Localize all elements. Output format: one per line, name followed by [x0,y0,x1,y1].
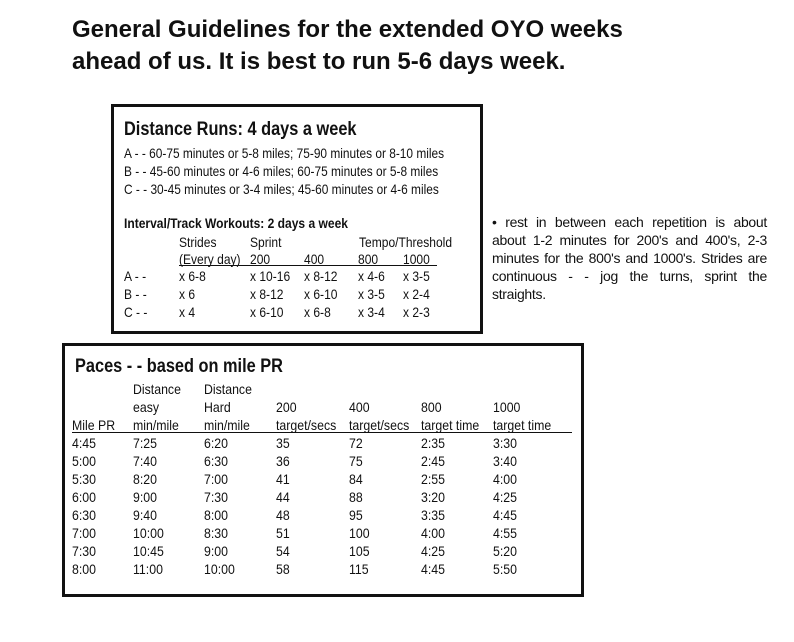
pace-cell-mile-pr: 7:00 [72,525,96,541]
pace-cell-mile-pr: 5:30 [72,471,96,487]
interval-cell: x 4-6 [358,268,385,284]
pace-cell-c1000: 4:45 [493,507,517,523]
sprint-200-header: 200 [250,251,271,267]
interval-cell: x 10-16 [250,268,291,284]
pace-cell-c1000: 3:40 [493,453,517,469]
pace-cell-hard: 8:00 [204,507,228,523]
pace-cell-c200: 35 [276,435,290,451]
interval-cell: x 2-3 [403,304,430,320]
pace-cell-c200: 54 [276,543,290,559]
pace-cell-c800: 2:45 [421,453,445,469]
training-box [111,104,483,334]
pace-cell-hard: 6:20 [204,435,228,451]
pace-cell-c800: 3:20 [421,489,445,505]
interval-cell: x 8-12 [304,268,338,284]
pace-cell-easy: 10:00 [133,525,164,541]
pace-cell-hard: 7:30 [204,489,228,505]
interval-cell: x 6-8 [179,268,206,284]
distance-line-c: C - - 30-45 minutes or 3-4 miles; 45-60 minutes or 4-6 miles [124,181,439,197]
pace-cell-c200: 48 [276,507,290,523]
easy-header-mid: easy [133,399,160,415]
paces-header-rule [72,432,572,433]
sprint-header: Sprint [250,234,282,250]
pace-cell-easy: 9:00 [133,489,157,505]
pace-cell-hard: 9:00 [204,543,228,559]
pace-cell-c200: 44 [276,489,290,505]
pace-cell-c800: 4:00 [421,525,445,541]
strides-header: Strides [179,234,217,250]
every-day-header: (Every day) [179,251,241,267]
paces-heading: Paces - - based on mile PR [75,356,283,377]
c800-header-top: 800 [421,399,442,415]
c800-header-bottom: target time [421,417,480,433]
interval-heading: Interval/Track Workouts: 2 days a week [124,215,348,231]
page-title [72,14,752,78]
pace-cell-c400: 75 [349,453,363,469]
distance-runs-list [124,144,544,198]
tempo-1000-header: 1000 [403,251,430,267]
easy-header-bottom: min/mile [133,417,179,433]
pace-cell-c800: 3:35 [421,507,445,523]
pace-cell-mile-pr: 6:30 [72,507,96,523]
pace-cell-c1000: 4:25 [493,489,517,505]
pace-cell-mile-pr: 5:00 [72,453,96,469]
c1000-header-top: 1000 [493,399,521,415]
interval-cell: x 6-10 [250,304,284,320]
pace-cell-hard: 10:00 [204,561,235,577]
pace-cell-easy: 9:40 [133,507,157,523]
pace-cell-hard: 7:00 [204,471,228,487]
interval-cell: x 6 [179,286,196,302]
c200-header-bottom: target/secs [276,417,337,433]
pace-cell-c800: 2:35 [421,435,445,451]
pace-cell-c400: 95 [349,507,363,523]
pace-cell-easy: 7:40 [133,453,157,469]
pace-cell-c200: 41 [276,471,290,487]
interval-cell: x 3-5 [403,268,430,284]
hard-header-bottom: min/mile [204,417,250,433]
pace-cell-c1000: 4:55 [493,525,517,541]
title-line-1: General Guidelines for the extended OYO weeks [72,16,623,43]
interval-cell: x 3-4 [358,304,385,320]
pace-cell-c400: 105 [349,543,370,559]
pace-cell-mile-pr: 8:00 [72,561,96,577]
pace-cell-easy: 10:45 [133,543,164,559]
pace-cell-c1000: 3:30 [493,435,517,451]
pace-cell-c1000: 4:00 [493,471,517,487]
pace-cell-c1000: 5:20 [493,543,517,559]
rest-note: • rest in between each repetition is about about 1-2 minutes for 200's and 400's, 2-3 minutes for the 800's and 1000's. Strides are continuous - - jog the turns, sprint the straights. [492,214,767,302]
pace-cell-mile-pr: 6:00 [72,489,96,505]
distance-runs-heading: Distance Runs: 4 days a week [124,119,357,140]
interval-row-label: C - - [124,304,148,320]
interval-header-rule [179,265,437,266]
sprint-400-header: 400 [304,251,325,267]
c200-header-top: 200 [276,399,297,415]
interval-row-label: A - - [124,268,147,284]
pace-cell-mile-pr: 4:45 [72,435,96,451]
interval-row-label: B - - [124,286,147,302]
hard-header-mid: Hard [204,399,231,415]
paces-box [62,343,584,597]
tempo-800-header: 800 [358,251,379,267]
tempo-header: Tempo/Threshold [359,234,453,250]
title-line-2: ahead of us. It is best to run 5-6 days week. [72,48,566,75]
c1000-header-bottom: target time [493,417,552,433]
c400-header-bottom: target/secs [349,417,410,433]
pace-cell-easy: 11:00 [133,561,163,577]
interval-cell: x 8-12 [250,286,284,302]
pace-cell-c400: 72 [349,435,363,451]
pace-cell-hard: 6:30 [204,453,228,469]
pace-cell-c400: 88 [349,489,363,505]
pace-cell-c200: 36 [276,453,290,469]
pace-cell-c800: 2:55 [421,471,445,487]
distance-line-b: B - - 45-60 minutes or 4-6 miles; 60-75 minutes or 5-8 miles [124,163,439,179]
pace-cell-easy: 7:25 [133,435,157,451]
pace-cell-c200: 58 [276,561,290,577]
pace-cell-c400: 115 [349,561,369,577]
mile-pr-header: Mile PR [72,417,116,433]
interval-cell: x 6-8 [304,304,331,320]
pace-cell-c1000: 5:50 [493,561,517,577]
pace-cell-hard: 8:30 [204,525,228,541]
distance-line-a: A - - 60-75 minutes or 5-8 miles; 75-90 minutes or 8-10 miles [124,145,445,161]
interval-cell: x 2-4 [403,286,430,302]
interval-cell: x 4 [179,304,196,320]
easy-header-top: Distance [133,381,181,397]
pace-cell-easy: 8:20 [133,471,157,487]
interval-cell: x 6-10 [304,286,338,302]
interval-cell: x 3-5 [358,286,385,302]
c400-header-top: 400 [349,399,370,415]
pace-cell-c400: 100 [349,525,370,541]
pace-cell-c400: 84 [349,471,363,487]
hard-header-top: Distance [204,381,252,397]
pace-cell-c200: 51 [276,525,290,541]
pace-cell-c800: 4:25 [421,543,445,559]
pace-cell-mile-pr: 7:30 [72,543,96,559]
pace-cell-c800: 4:45 [421,561,445,577]
